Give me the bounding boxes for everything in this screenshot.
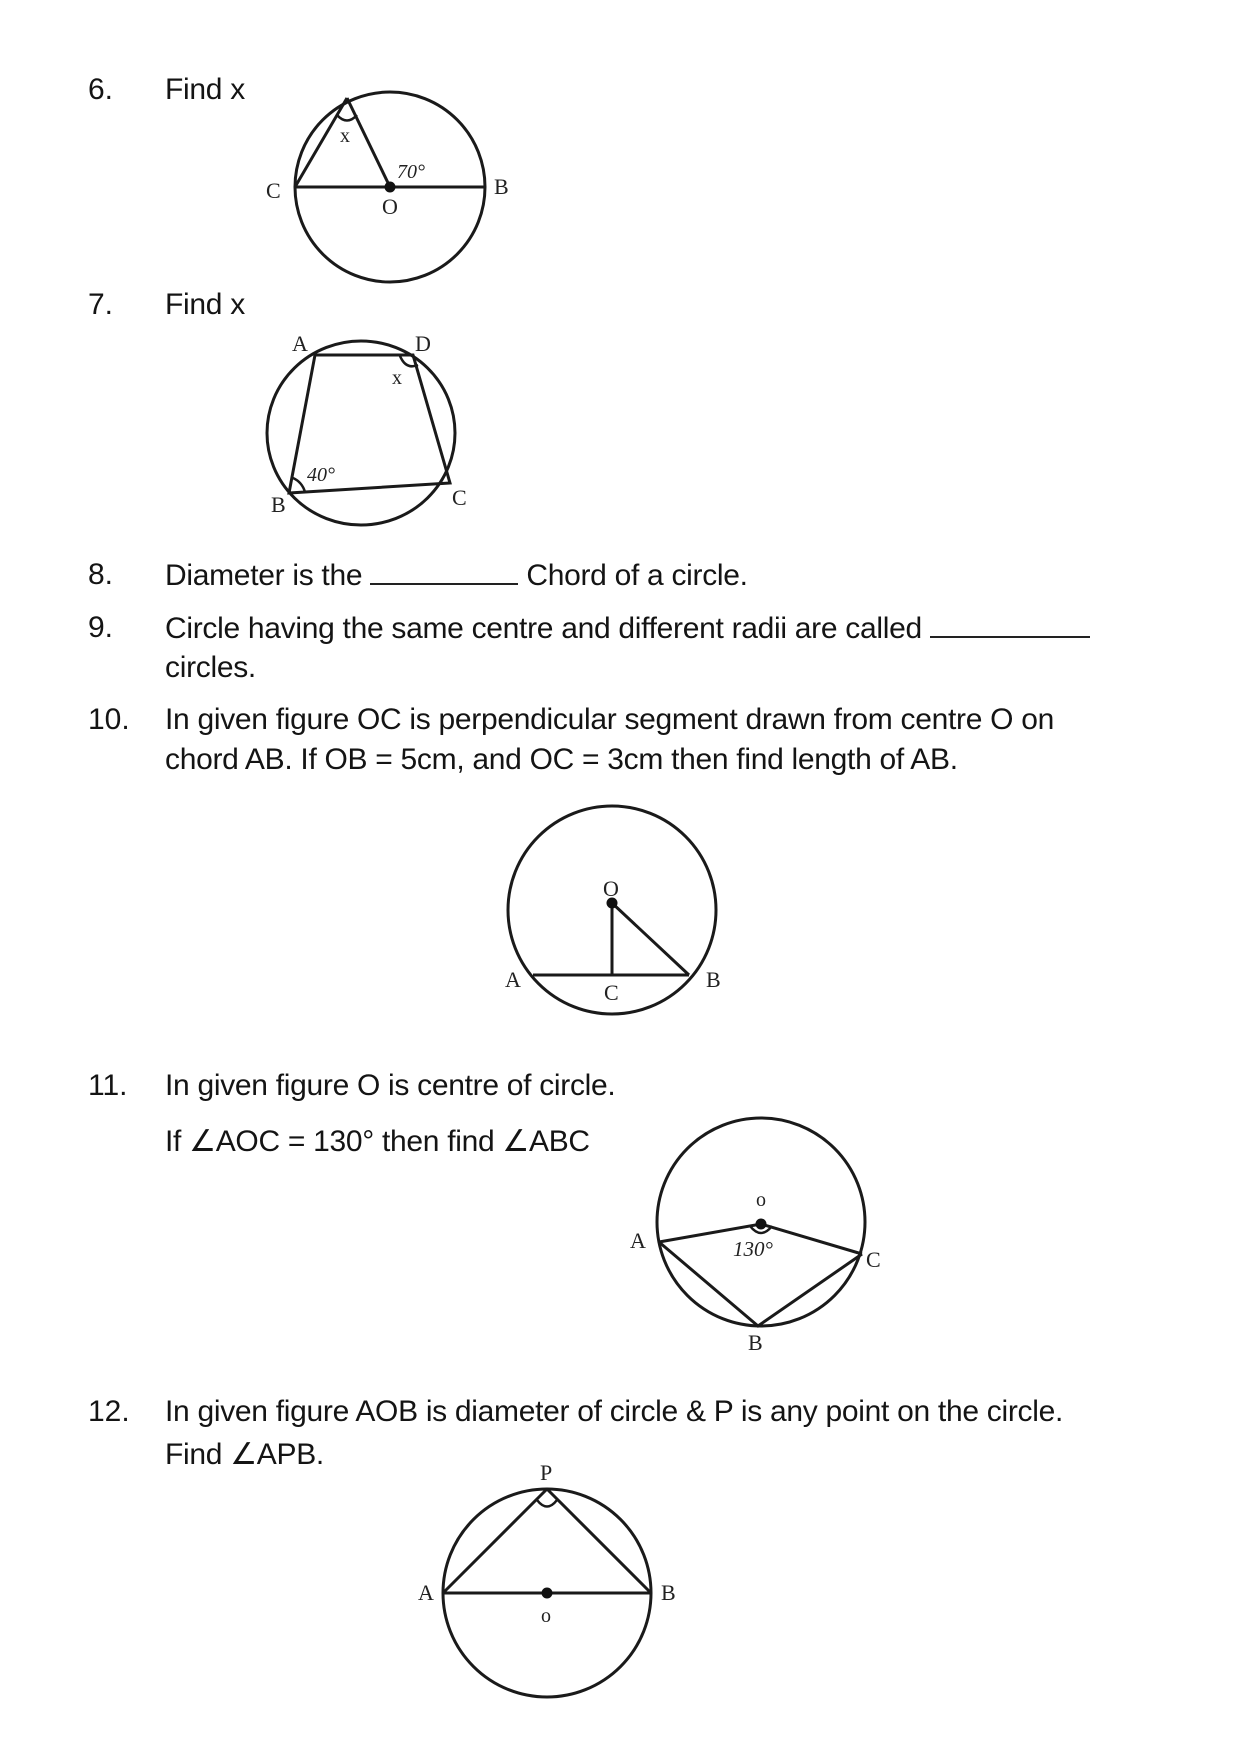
question-7-text: Find x <box>165 288 245 321</box>
figure-12-label-b: B <box>661 1580 676 1605</box>
question-6-text: Find x <box>165 73 245 106</box>
question-9-line-2: circles. <box>165 651 256 684</box>
question-number-11: 11. <box>88 1069 128 1102</box>
question-12-line-1: In given figure AOB is diameter of circle & P is any point on the circle. <box>165 1395 1063 1428</box>
figure-6-centre-dot <box>385 182 396 193</box>
figure-11-label-c: C <box>866 1247 881 1272</box>
figure-6-angle-label: 70° <box>397 161 425 183</box>
figure-10-label-b: B <box>706 967 721 992</box>
question-number-12: 12. <box>88 1395 130 1428</box>
figure-12-centre-dot <box>542 1588 553 1599</box>
figure-6-label-b: B <box>494 174 509 199</box>
figure-10-label-c: C <box>604 980 619 1005</box>
question-10-line-2: chord AB. If OB = 5cm, and OC = 3cm then find length of AB. <box>165 743 958 776</box>
figure-12-label-p: P <box>540 1460 553 1485</box>
question-number-6: 6. <box>88 73 114 106</box>
figure-7-label-d: D <box>415 331 431 356</box>
figure-7-label-b: B <box>271 492 286 517</box>
question-number-7: 7. <box>88 288 114 321</box>
figure-11-label-o: o <box>756 1189 766 1211</box>
question-number-8: 8. <box>88 558 114 591</box>
question-number-10: 10. <box>88 703 130 736</box>
figure-11-angle-label: 130° <box>733 1237 773 1261</box>
figure-12-label-a: A <box>418 1580 434 1605</box>
figure-7-x-label: x <box>392 367 402 389</box>
figure-11-centre-dot <box>756 1219 767 1230</box>
figure-11-label-b: B <box>748 1330 763 1355</box>
figure-11-label-a: A <box>630 1228 646 1253</box>
figure-7-cyclic-quadrilateral <box>267 341 455 525</box>
question-11-line-1: In given figure O is centre of circle. <box>165 1069 616 1102</box>
question-number-9: 9. <box>88 611 114 644</box>
figure-6-label-c: C <box>266 178 281 203</box>
question-12-line-2: Find ∠APB. <box>165 1438 324 1471</box>
figure-6-x-label: x <box>340 125 350 147</box>
question-11-line-2: If ∠AOC = 130° then find ∠ABC <box>165 1125 590 1158</box>
figure-6-label-o: O <box>382 194 398 219</box>
figure-7-label-c: C <box>452 485 467 510</box>
figure-7-label-a: A <box>292 331 308 356</box>
figure-7-angle-label: 40° <box>307 464 335 486</box>
figure-12-label-o: o <box>541 1605 551 1627</box>
figure-10-label-a: A <box>505 967 521 992</box>
question-9-text: Circle having the same centre and different radii are called <box>165 612 922 645</box>
question-8-text-after: Chord of a circle. <box>526 559 748 592</box>
figure-10-label-o: O <box>603 876 619 901</box>
question-8-text-before: Diameter is the <box>165 559 363 592</box>
question-10-line-1: In given figure OC is perpendicular segment drawn from centre O on <box>165 703 1054 736</box>
